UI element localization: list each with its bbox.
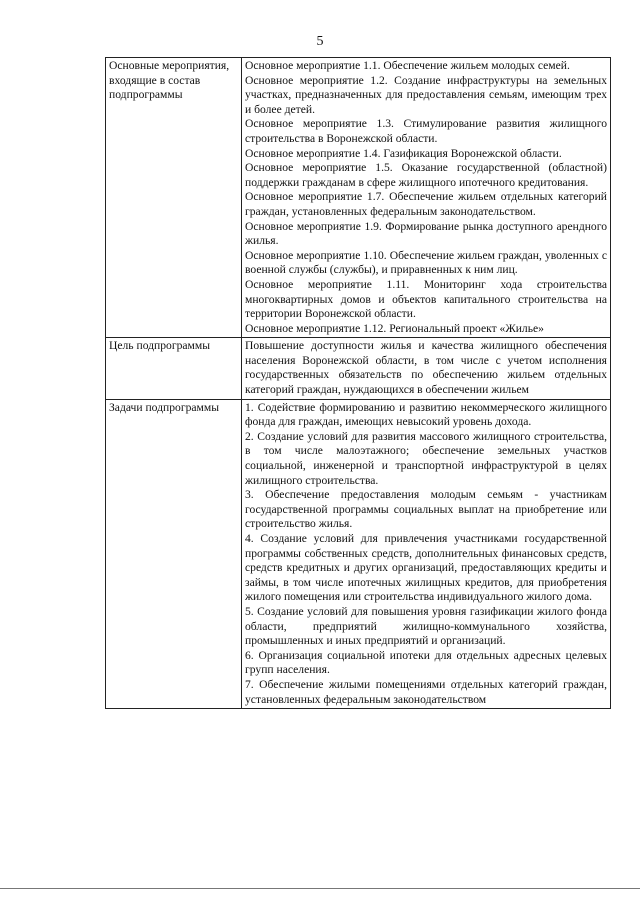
activity-1-11: Основное мероприятие 1.11. Мониторинг хода строительства многоквартирных домов и объектов капитального строительства на территории Воронежской области. — [245, 277, 607, 321]
activity-1-12: Основное мероприятие 1.12. Региональный проект «Жилье» — [245, 321, 544, 335]
table-row-main-activities — [106, 58, 611, 338]
activity-1-2: Основное мероприятие 1.2. Создание инфраструктуры на земельных участках, предназначенных для предоставления семьям, имеющим трех и более детей. — [245, 73, 607, 116]
task-2: 2. Создание условий для развития массового жилищного строительства, в том числе малоэтажного; обеспечение земельных участков социальной, инженерной и транспортной инфраструктурой в целях жилищного строительства. — [245, 429, 607, 487]
activity-1-10: Основное мероприятие 1.10. Обеспечение жильем граждан, уволенных с военной службы (службы), и приравненных к ним лиц. — [245, 248, 607, 277]
activity-1-1: Основное мероприятие 1.1. Обеспечение жильем молодых семей. — [245, 59, 570, 72]
page-bottom-rule — [0, 888, 640, 889]
activity-1-9: Основное мероприятие 1.9. Формирование рынка доступного арендного жилья. — [245, 219, 607, 248]
goal-text: Повышение доступности жилья и качества жилищного обеспечения населения Воронежской области, в том числе с учетом исполнения государственных обязательств по обеспечению жильем отдельных категорий граждан, нуждающихся в обеспечении жильем — [245, 339, 607, 397]
task-3: 3. Обеспечение предоставления молодым семьям - участникам государственной программы социальных выплат на приобретение или строительство жилья. — [245, 488, 607, 531]
task-6: 6. Организация социальной ипотеки для отдельных адресных целевых групп населения. — [245, 648, 607, 677]
row-label-goal: Цель подпрограммы — [106, 338, 242, 399]
table-row-tasks — [106, 399, 611, 708]
task-5: 5. Создание условий для повышения уровня газификации жилого фонда области, предприятий жилищно-коммунального хозяйства, промышленных и иных предприятий и организаций. — [245, 604, 607, 648]
activity-1-3: Основное мероприятие 1.3. Стимулирование развития жилищного строительства в Воронежской области. — [245, 117, 607, 145]
row-label-tasks: Задачи подпрограммы — [106, 399, 242, 708]
program-passport-table — [105, 57, 611, 709]
row-content-goal — [242, 338, 611, 399]
activity-1-7: Основное мероприятие 1.7. Обеспечение жильем отдельных категорий граждан, установленных федеральным законодательством. — [245, 190, 607, 218]
task-1: 1. Содействие формированию и развитию некоммерческого жилищного фонда для граждан, имеющих невысокий уровень дохода. — [245, 400, 607, 429]
table-row-goal — [106, 338, 611, 399]
row-content-main-activities — [242, 58, 611, 338]
activity-1-5: Основное мероприятие 1.5. Оказание государственной (областной) поддержки гражданам в сфере жилищного ипотечного кредитования. — [245, 161, 607, 189]
activity-1-4: Основное мероприятие 1.4. Газификация Воронежской области. — [245, 146, 562, 160]
task-7: 7. Обеспечение жилыми помещениями отдельных категорий граждан, установленных федеральным законодательством — [245, 677, 607, 706]
task-4: 4. Создание условий для привлечения участниками государственной программы собственных средств, дополнительных финансовых средств, средств кредитных и других организаций, предоставляющих кредиты и займы, в том числе ипотечных жилищных кредитов, для приобретения жилого помещения или строительства индивидуального жилого дома. — [245, 532, 607, 604]
page-number: 5 — [316, 34, 324, 49]
row-content-tasks — [242, 399, 611, 708]
row-label-main-activities: Основные мероприятия, входящие в состав подпрограммы — [106, 58, 242, 338]
